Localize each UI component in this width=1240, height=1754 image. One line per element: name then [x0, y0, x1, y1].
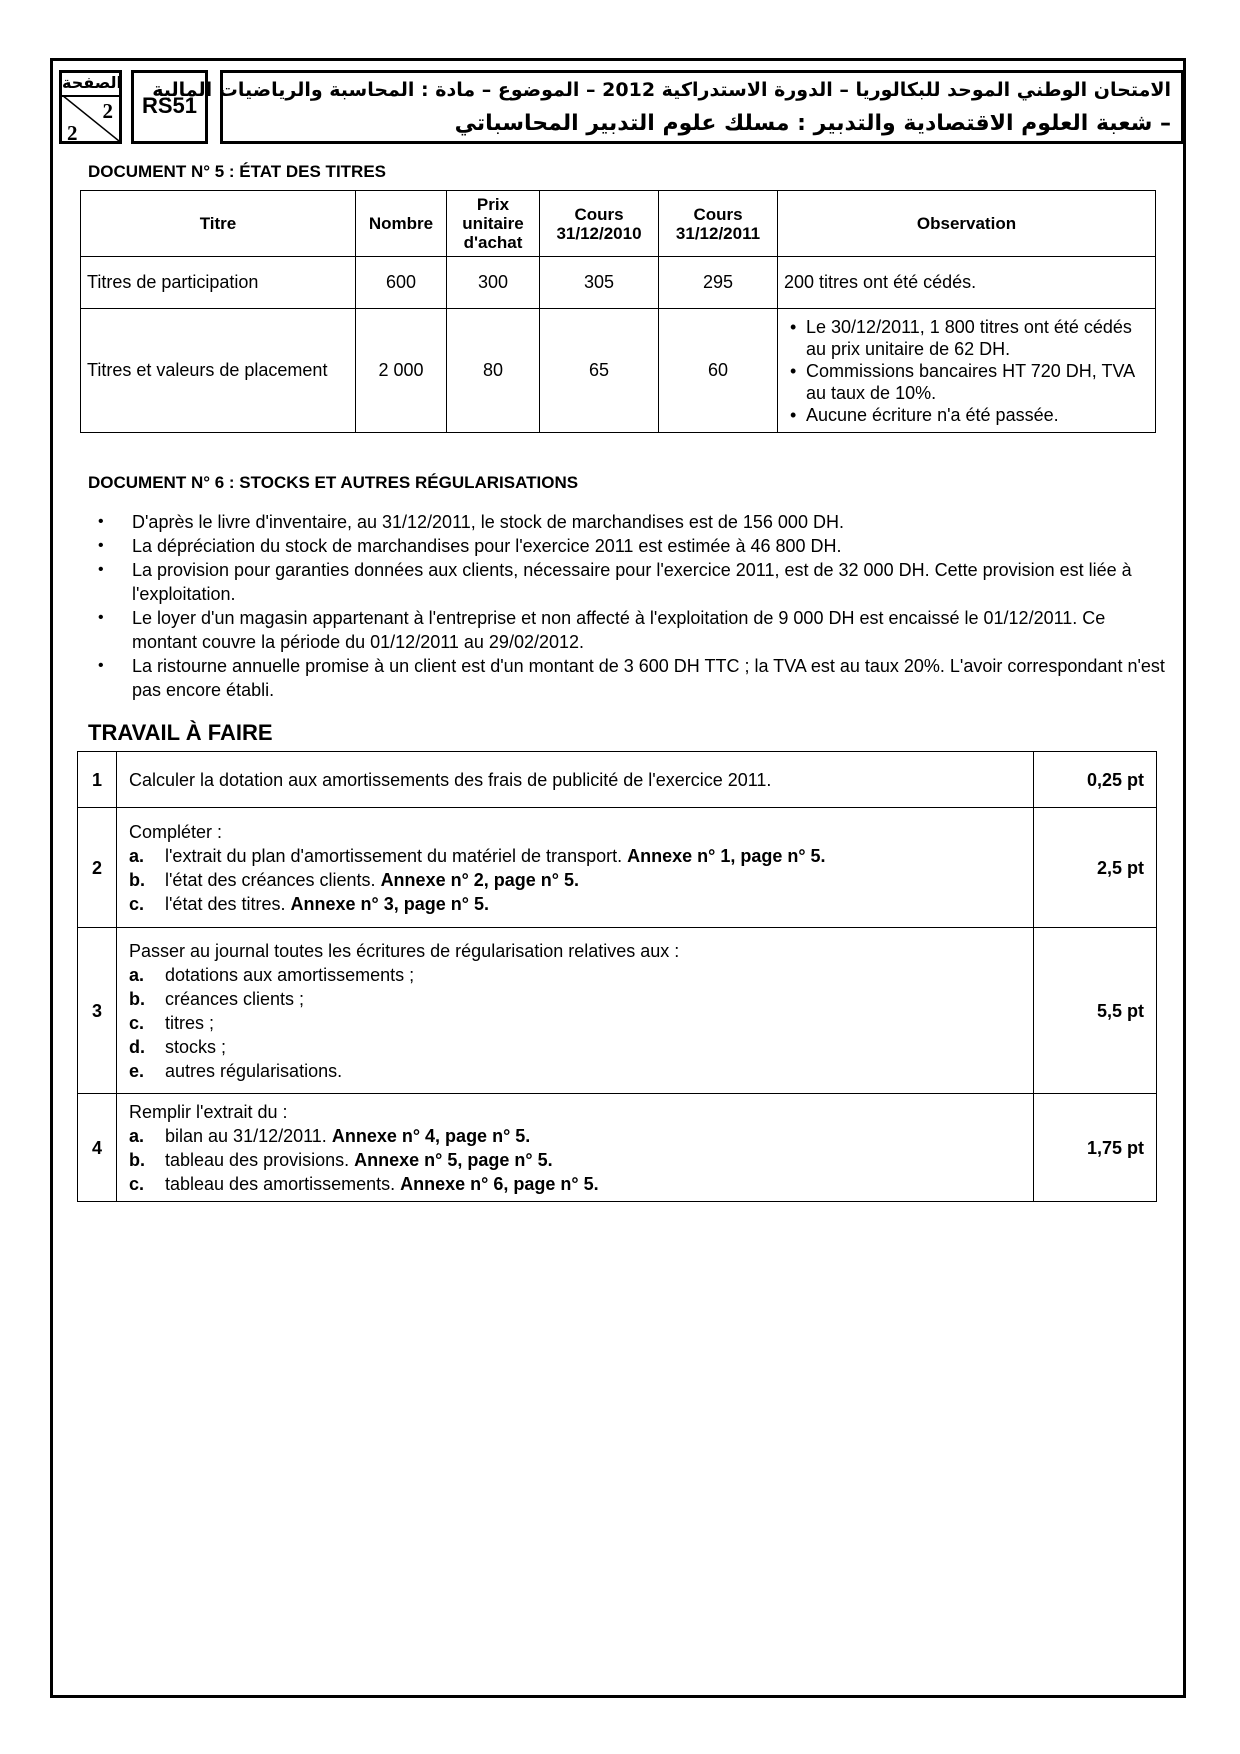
sub-text: l'extrait du plan d'amortissement du matériel de transport. [165, 845, 623, 866]
task-sub [129, 1172, 1027, 1196]
sub-key: a. [129, 1125, 145, 1146]
task-description: Calculer la dotation aux amortissements des frais de publicité de l'exercice 2011. [117, 752, 1034, 808]
sub-key: c. [129, 1173, 145, 1194]
sub-key: c. [129, 1012, 145, 1033]
sub-text: stocks ; [165, 1036, 227, 1057]
task-description [117, 928, 1034, 1094]
table-row [78, 808, 1157, 928]
sub-ref: Annexe n° 2, page n° 5. [380, 869, 580, 890]
cell-nombre: 2 000 [356, 309, 447, 433]
task-sub [129, 963, 1027, 987]
table-header-row [81, 191, 1156, 257]
sub-key: c. [129, 893, 145, 914]
exam-title-line1: الامتحان الوطني الموحد للبكالوريا – الدورة الاستدراكية 2012 – الموضوع – مادة : المحاسبة والرياضيات المالية [152, 79, 1171, 101]
doc6-list [90, 510, 1170, 702]
task-sub [129, 1148, 1027, 1172]
sub-ref: Annexe n° 3, page n° 5. [290, 893, 489, 914]
task-sub [129, 1035, 1027, 1059]
sub-text: bilan au 31/12/2011. [165, 1125, 327, 1146]
sub-ref: Annexe n° 5, page n° 5. [354, 1149, 553, 1170]
list-item: • La ristourne annuelle promise à un client est d'un montant de 3 600 DH TTC ; la TVA est au taux 20%. L'avoir correspondant n'est pas encore établi. [90, 654, 1170, 702]
col-titre: Titre [81, 191, 356, 257]
exam-code: RS51 [131, 70, 208, 144]
cell-observation: 200 titres ont été cédés. [778, 257, 1156, 309]
task-sub [129, 1059, 1027, 1083]
task-points: 5,5 pt [1034, 928, 1157, 1094]
cell-nombre: 600 [356, 257, 447, 309]
task-description [117, 808, 1034, 928]
travail-title: TRAVAIL À FAIRE [88, 720, 273, 745]
task-number: 4 [78, 1094, 117, 1202]
page-number-box [59, 70, 122, 144]
sub-text: créances clients ; [165, 988, 305, 1009]
task-sub [129, 1011, 1027, 1035]
travail-table [77, 751, 1157, 1202]
task-sub [129, 1124, 1027, 1148]
sub-key: b. [129, 869, 145, 890]
task-intro: Passer au journal toutes les écritures de régularisation relatives aux : [129, 940, 680, 961]
col-cours2011 [659, 191, 778, 257]
col-observation: Observation [778, 191, 1156, 257]
table-row [78, 928, 1157, 1094]
sub-text: tableau des provisions. [165, 1149, 350, 1170]
list-item: • La provision pour garanties données aux clients, nécessaire pour l'exercice 2011, est de 32 000 DH. Cette provision est liée à l'exploitation. [90, 558, 1170, 606]
sub-text: l'état des créances clients. [165, 869, 376, 890]
doc5-title: DOCUMENT N° 5 : ÉTAT DES TITRES [88, 162, 387, 181]
table-row [81, 309, 1156, 433]
sub-text: dotations aux amortissements ; [165, 964, 415, 985]
sub-ref: Annexe n° 1, page n° 5. [627, 845, 826, 866]
col-nombre: Nombre [356, 191, 447, 257]
cell-cours2011: 295 [659, 257, 778, 309]
col-cours2011-l2: 31/12/2011 [675, 223, 761, 243]
table-row [81, 257, 1156, 309]
task-intro: Compléter : [129, 821, 223, 842]
col-cours2011-l1: Cours [693, 204, 743, 224]
sub-text: autres régularisations. [165, 1060, 343, 1081]
cell-prix: 300 [447, 257, 540, 309]
col-prix-l2: unitaire [462, 214, 524, 233]
sub-ref: Annexe n° 6, page n° 5. [400, 1173, 599, 1194]
col-prix [447, 191, 540, 257]
task-points: 0,25 pt [1034, 752, 1157, 808]
col-cours2010 [540, 191, 659, 257]
sub-text: tableau des amortissements. [165, 1173, 396, 1194]
sub-key: b. [129, 988, 145, 1009]
task-number: 1 [78, 752, 117, 808]
sub-key: e. [129, 1060, 145, 1081]
col-cours2010-l1: Cours [574, 204, 624, 224]
cell-cours2010: 65 [540, 309, 659, 433]
doc6-title: DOCUMENT N° 6 : STOCKS ET AUTRES RÉGULARISATIONS [88, 473, 579, 492]
task-points: 2,5 pt [1034, 808, 1157, 928]
observation-item: • Aucune écriture n'a été passée. [806, 404, 1149, 426]
sub-key: b. [129, 1149, 145, 1170]
sub-text: titres ; [165, 1012, 215, 1033]
cell-titre: Titres de participation [81, 257, 356, 309]
task-points: 1,75 pt [1034, 1094, 1157, 1202]
list-item: • Le loyer d'un magasin appartenant à l'entreprise et non affecté à l'exploitation de 9 000 DH est encaissé le 01/12/2011. Ce montant couvre la période du 01/12/2011 au 29/02/2012. [90, 606, 1170, 654]
sub-text: l'état des titres. [165, 893, 286, 914]
table-row [78, 1094, 1157, 1202]
table-row [78, 752, 1157, 808]
cell-titre: Titres et valeurs de placement [81, 309, 356, 433]
page-number: 2 [102, 99, 113, 123]
task-sub [129, 892, 1027, 916]
sub-key: d. [129, 1036, 145, 1057]
cell-prix: 80 [447, 309, 540, 433]
task-number: 2 [78, 808, 117, 928]
page-label: الصفحة [62, 73, 119, 97]
task-number: 3 [78, 928, 117, 1094]
sub-key: a. [129, 964, 145, 985]
sub-key: a. [129, 845, 145, 866]
list-item: • D'après le livre d'inventaire, au 31/12/2011, le stock de marchandises est de 156 000 DH. [90, 510, 1170, 534]
cell-cours2011: 60 [659, 309, 778, 433]
cell-observation [778, 309, 1156, 433]
observation-item: • Commissions bancaires HT 720 DH, TVA au taux de 10%. [806, 360, 1149, 404]
observation-list [784, 316, 1149, 426]
task-sub [129, 844, 1027, 868]
task-description [117, 1094, 1034, 1202]
task-sub [129, 987, 1027, 1011]
cell-cours2010: 305 [540, 257, 659, 309]
col-cours2010-l2: 31/12/2010 [556, 223, 642, 243]
exam-title-line2: – شعبة العلوم الاقتصادية والتدبير : مسلك علوم التدبير المحاسباتي [454, 111, 1171, 136]
sub-ref: Annexe n° 4, page n° 5. [331, 1125, 531, 1146]
task-sub [129, 868, 1027, 892]
titres-table [80, 190, 1156, 433]
list-item: • La dépréciation du stock de marchandises pour l'exercice 2011 est estimée à 46 800 DH. [90, 534, 1170, 558]
observation-item: • Le 30/12/2011, 1 800 titres ont été cédés au prix unitaire de 62 DH. [806, 316, 1149, 360]
col-prix-l1: Prix [476, 195, 510, 214]
task-intro: Remplir l'extrait du : [129, 1101, 288, 1122]
col-prix-l3: d'achat [463, 233, 523, 252]
page-total: 2 [67, 121, 78, 145]
